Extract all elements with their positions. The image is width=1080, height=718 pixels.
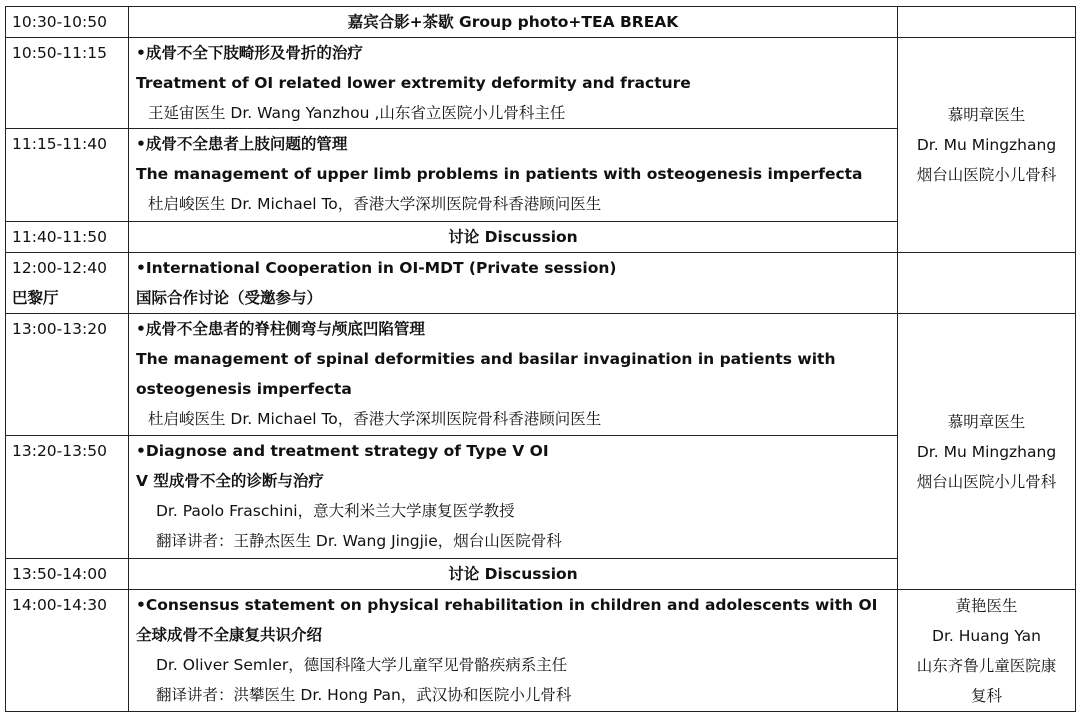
table-row (6, 253, 1076, 314)
chair-name-en: Dr. Huang Yan (932, 626, 1041, 645)
chair-name-cn: 黄艳医生 (955, 596, 1018, 615)
speaker: 杜启峻医生 Dr. Michael To，香港大学深圳医院骨科香港顾问医生 (148, 410, 602, 428)
session-cell (129, 38, 898, 129)
table-row (6, 38, 1076, 129)
session-title-cn: V 型成骨不全的诊断与治疗 (136, 472, 324, 490)
time-cell: 11:15-11:40 (6, 129, 129, 222)
venue: 巴黎厅 (12, 289, 59, 307)
chair-org-cont: 复科 (970, 686, 1002, 705)
time-cell: 13:00-13:20 (6, 314, 129, 436)
speaker: Dr. Oliver Semler，德国科隆大学儿童罕见骨骼疾病系主任 (156, 656, 568, 674)
session-title-en: •Consensus statement on physical rehabilitation in children and adolescents with OI (136, 596, 878, 614)
session-cell (129, 253, 898, 314)
chair-cell (898, 314, 1076, 590)
chair-cell (898, 38, 1076, 253)
time-cell: 11:40-11:50 (6, 222, 129, 253)
session-title-en: The management of upper limb problems in patients with osteogenesis imperfecta (136, 165, 863, 183)
table-row (6, 314, 1076, 436)
chair-cell-empty (898, 253, 1076, 314)
time-cell: 10:30-10:50 (6, 7, 129, 38)
session-title-cn: 全球成骨不全康复共识介绍 (136, 626, 323, 644)
session-cell (129, 590, 898, 712)
session-title-cn: •成骨不全患者的脊柱侧弯与颅底凹陷管理 (136, 320, 425, 338)
speaker: 杜启峻医生 Dr. Michael To，香港大学深圳医院骨科香港顾问医生 (148, 195, 602, 213)
chair-cell-empty (898, 7, 1076, 38)
schedule-table (5, 6, 1076, 712)
speaker: Dr. Paolo Fraschini，意大利米兰大学康复医学教授 (156, 502, 515, 520)
session-title: 讨论 Discussion (129, 222, 898, 253)
chair-cell (898, 590, 1076, 712)
table-row (6, 7, 1076, 38)
session-cell (129, 129, 898, 222)
session-title-cn: 国际合作讨论（受邀参与） (136, 289, 323, 307)
session-title-en-cont: osteogenesis imperfecta (136, 380, 352, 398)
session-title-en: •Diagnose and treatment strategy of Type V OI (136, 442, 549, 460)
table-row (6, 590, 1076, 712)
speaker: 王延宙医生 Dr. Wang Yanzhou ,山东省立医院小儿骨科主任 (148, 104, 566, 122)
chair-name-en: Dr. Mu Mingzhang (916, 136, 1057, 154)
chair-name-en: Dr. Mu Mingzhang (916, 442, 1057, 461)
session-title: 讨论 Discussion (129, 559, 898, 590)
session-title-en: Treatment of OI related lower extremity deformity and fracture (136, 74, 691, 92)
time-cell: 13:50-14:00 (6, 559, 129, 590)
time-value: 12:00-12:40 (12, 259, 107, 277)
time-cell: 14:00-14:30 (6, 590, 129, 712)
translator: 翻译讲者：王静杰医生 Dr. Wang Jingjie，烟台山医院骨科 (156, 532, 562, 550)
chair-org: 烟台山医院小儿骨科 (916, 472, 1057, 491)
session-cell (129, 314, 898, 436)
chair-name-cn: 慕明章医生 (947, 106, 1026, 124)
session-title: 嘉宾合影+茶歇 Group photo+TEA BREAK (129, 7, 898, 38)
chair-org: 山东齐鲁儿童医院康 (916, 656, 1057, 675)
chair-org: 烟台山医院小儿骨科 (916, 166, 1057, 184)
time-cell: 10:50-11:15 (6, 38, 129, 129)
session-title-en: •International Cooperation in OI-MDT (Private session) (136, 259, 617, 277)
time-cell: 13:20-13:50 (6, 436, 129, 559)
session-cell (129, 436, 898, 559)
chair-name-cn: 慕明章医生 (947, 412, 1026, 431)
session-title-cn: •成骨不全患者上肢问题的管理 (136, 135, 348, 153)
session-title-cn: •成骨不全下肢畸形及骨折的治疗 (136, 44, 363, 62)
time-cell (6, 253, 129, 314)
translator: 翻译讲者：洪攀医生 Dr. Hong Pan，武汉协和医院小儿骨科 (156, 686, 572, 704)
session-title-en: The management of spinal deformities and basilar invagination in patients with (136, 350, 836, 368)
